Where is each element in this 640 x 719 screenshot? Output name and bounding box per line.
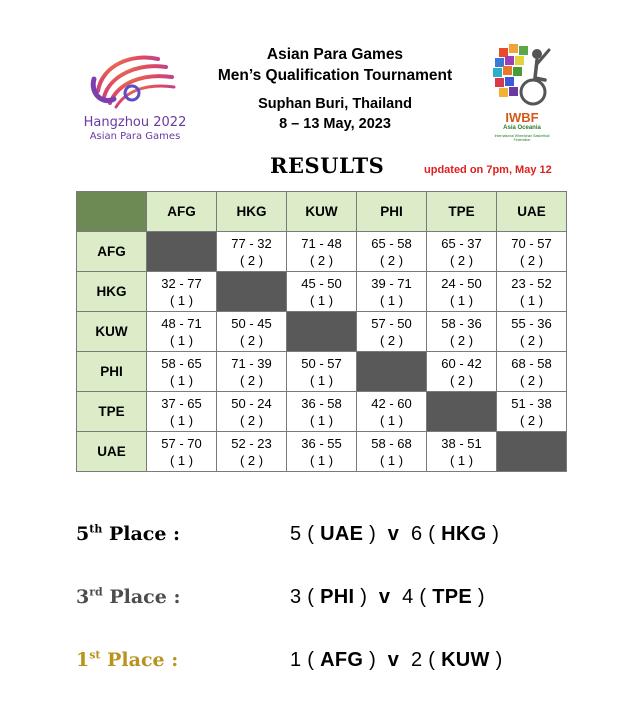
column-header: AFG — [147, 192, 217, 232]
column-header: TPE — [427, 192, 497, 232]
diagonal-cell — [497, 432, 567, 472]
match-points: ( 2 ) — [379, 332, 404, 348]
team-b: TPE — [432, 586, 472, 608]
results-grid — [76, 191, 567, 472]
column-header: PHI — [357, 192, 427, 232]
result-cell — [287, 272, 357, 312]
result-cell — [217, 312, 287, 352]
seed-a: 3 — [290, 586, 302, 608]
result-cell — [427, 272, 497, 312]
team-b: KUW — [441, 649, 490, 671]
diagonal-cell — [287, 312, 357, 352]
grid-corner — [77, 192, 147, 232]
row-header: AFG — [77, 232, 147, 272]
hangzhou-subtitle: Asian Para Games — [89, 131, 181, 142]
place-number: 5 — [76, 523, 90, 545]
match-score: 42 - 60 — [371, 395, 412, 411]
match-points: ( 2 ) — [239, 412, 264, 428]
match-points: ( 2 ) — [519, 252, 544, 268]
versus: v — [378, 586, 391, 608]
seed-a: 1 — [290, 649, 302, 671]
team-a: PHI — [320, 586, 355, 608]
match-points: ( 2 ) — [309, 252, 334, 268]
match-points: ( 1 ) — [169, 332, 194, 348]
row-header: KUW — [77, 312, 147, 352]
row-header: TPE — [77, 392, 147, 432]
event-title: Asian Para Games — [266, 46, 404, 63]
match-points: ( 2 ) — [449, 252, 474, 268]
match-points: ( 2 ) — [519, 332, 544, 348]
match-score: 48 - 71 — [161, 315, 202, 331]
match-points: ( 2 ) — [449, 332, 474, 348]
match-score: 57 - 70 — [161, 435, 202, 451]
match-points: ( 2 ) — [379, 252, 404, 268]
result-cell — [287, 392, 357, 432]
match-score: 51 - 38 — [511, 395, 552, 411]
event-location: Suphan Buri, Thailand — [258, 96, 412, 112]
first-place-label — [76, 649, 178, 671]
column-header: HKG — [217, 192, 287, 232]
result-cell — [497, 312, 567, 352]
result-cell — [147, 272, 217, 312]
result-cell — [217, 232, 287, 272]
result-cell — [147, 312, 217, 352]
match-points: ( 1 ) — [169, 452, 194, 468]
match-points: ( 2 ) — [239, 372, 264, 388]
grid-header-row — [77, 192, 567, 232]
versus: v — [387, 649, 400, 671]
match-points: ( 1 ) — [169, 372, 194, 388]
grid-row — [77, 312, 567, 352]
match-points: ( 1 ) — [519, 292, 544, 308]
diagonal-cell — [147, 232, 217, 272]
seed-a: 5 — [290, 523, 302, 545]
hangzhou-emblem-icon — [80, 45, 190, 113]
match-points: ( 1 ) — [449, 452, 474, 468]
place-ordinal: rd — [89, 585, 103, 599]
results-heading: RESULTS — [270, 153, 385, 178]
hangzhou-2022-logo — [80, 45, 190, 145]
match-points: ( 2 ) — [239, 452, 264, 468]
event-subtitle: Men’s Qualification Tournament — [217, 67, 453, 84]
iwbf-logo — [487, 40, 557, 155]
third-place-label — [76, 586, 180, 608]
place-text: Place : — [108, 523, 181, 545]
column-header: KUW — [287, 192, 357, 232]
grid-row — [77, 272, 567, 312]
match-score: 77 - 32 — [231, 235, 272, 251]
column-header: UAE — [497, 192, 567, 232]
iwbf-subtitle: Asia Oceania — [503, 125, 541, 131]
match-score: 50 - 57 — [301, 355, 342, 371]
iwbf-tagline: International Wheelchair Basketball Federation — [494, 134, 550, 142]
match-score: 50 - 24 — [231, 395, 272, 411]
result-cell — [287, 352, 357, 392]
grid-row — [77, 392, 567, 432]
result-cell — [217, 392, 287, 432]
place-text: Place : — [109, 586, 181, 608]
diagonal-cell — [427, 392, 497, 432]
result-cell — [357, 232, 427, 272]
match-points: ( 1 ) — [309, 452, 334, 468]
match-points: ( 1 ) — [169, 412, 194, 428]
match-score: 45 - 50 — [301, 275, 342, 291]
team-a: AFG — [320, 649, 364, 671]
match-score: 50 - 45 — [231, 315, 272, 331]
match-score: 71 - 48 — [301, 235, 342, 251]
result-cell — [147, 352, 217, 392]
result-cell — [427, 432, 497, 472]
result-cell — [287, 232, 357, 272]
result-cell — [217, 352, 287, 392]
grid-row — [77, 232, 567, 272]
diagonal-cell — [357, 352, 427, 392]
match-score: 58 - 68 — [371, 435, 412, 451]
third-place-match: 3 ( PHI ) v 4 ( TPE ) — [290, 586, 485, 608]
iwbf-title: IWBF — [505, 110, 539, 125]
seed-b: 2 — [410, 649, 423, 671]
match-score: 71 - 39 — [231, 355, 272, 371]
grid-row — [77, 432, 567, 472]
versus: v — [387, 523, 400, 545]
fifth-place-match: 5 ( UAE ) v 6 ( HKG ) — [290, 523, 500, 545]
result-cell — [357, 392, 427, 432]
match-score: 65 - 37 — [441, 235, 482, 251]
result-cell — [217, 432, 287, 472]
match-score: 37 - 65 — [161, 395, 202, 411]
result-cell — [357, 272, 427, 312]
match-score: 60 - 42 — [441, 355, 482, 371]
match-score: 39 - 71 — [371, 275, 412, 291]
match-points: ( 2 ) — [519, 412, 544, 428]
match-points: ( 1 ) — [379, 292, 404, 308]
match-score: 38 - 51 — [441, 435, 482, 451]
result-cell — [357, 432, 427, 472]
result-cell — [147, 392, 217, 432]
match-score: 52 - 23 — [231, 435, 272, 451]
match-score: 58 - 36 — [441, 315, 482, 331]
match-score: 36 - 58 — [301, 395, 342, 411]
match-score: 70 - 57 — [511, 235, 552, 251]
result-cell — [497, 352, 567, 392]
event-dates: 8 – 13 May, 2023 — [279, 116, 391, 132]
match-score: 58 - 65 — [161, 355, 202, 371]
match-points: ( 1 ) — [379, 452, 404, 468]
event-header — [190, 44, 480, 134]
match-score: 55 - 36 — [511, 315, 552, 331]
match-points: ( 1 ) — [449, 292, 474, 308]
place-ordinal: th — [89, 522, 103, 536]
diagonal-cell — [217, 272, 287, 312]
result-cell — [287, 432, 357, 472]
match-points: ( 2 ) — [449, 372, 474, 388]
place-number: 1 — [76, 649, 90, 671]
row-header: UAE — [77, 432, 147, 472]
updated-note: updated on 7pm, May 12 — [424, 164, 552, 176]
team-a: UAE — [320, 523, 364, 545]
result-cell — [497, 232, 567, 272]
row-header: HKG — [77, 272, 147, 312]
match-points: ( 1 ) — [379, 412, 404, 428]
match-score: 23 - 52 — [511, 275, 552, 291]
iwbf-emblem-icon — [487, 40, 557, 112]
result-cell — [427, 312, 497, 352]
result-cell — [357, 312, 427, 352]
hangzhou-title: Hangzhou 2022 — [83, 115, 187, 130]
seed-b: 6 — [410, 523, 423, 545]
match-points: ( 2 ) — [239, 252, 264, 268]
result-cell — [497, 272, 567, 312]
result-cell — [497, 392, 567, 432]
grid-row — [77, 352, 567, 392]
place-ordinal: st — [89, 648, 101, 662]
match-score: 36 - 55 — [301, 435, 342, 451]
match-score: 32 - 77 — [161, 275, 202, 291]
place-number: 3 — [76, 586, 90, 608]
result-cell — [427, 232, 497, 272]
place-text: Place : — [107, 649, 179, 671]
match-points: ( 1 ) — [309, 412, 334, 428]
row-header: PHI — [77, 352, 147, 392]
match-points: ( 2 ) — [519, 372, 544, 388]
match-points: ( 1 ) — [309, 292, 334, 308]
result-cell — [147, 432, 217, 472]
team-b: HKG — [441, 523, 487, 545]
match-points: ( 1 ) — [169, 292, 194, 308]
match-score: 65 - 58 — [371, 235, 412, 251]
first-place-match: 1 ( AFG ) v 2 ( KUW ) — [290, 649, 503, 671]
result-cell — [427, 352, 497, 392]
seed-b: 4 — [402, 586, 414, 608]
match-points: ( 1 ) — [309, 372, 334, 388]
match-score: 57 - 50 — [371, 315, 412, 331]
match-points: ( 2 ) — [239, 332, 264, 348]
match-score: 68 - 58 — [511, 355, 552, 371]
fifth-place-label — [76, 523, 180, 545]
match-score: 24 - 50 — [441, 275, 482, 291]
